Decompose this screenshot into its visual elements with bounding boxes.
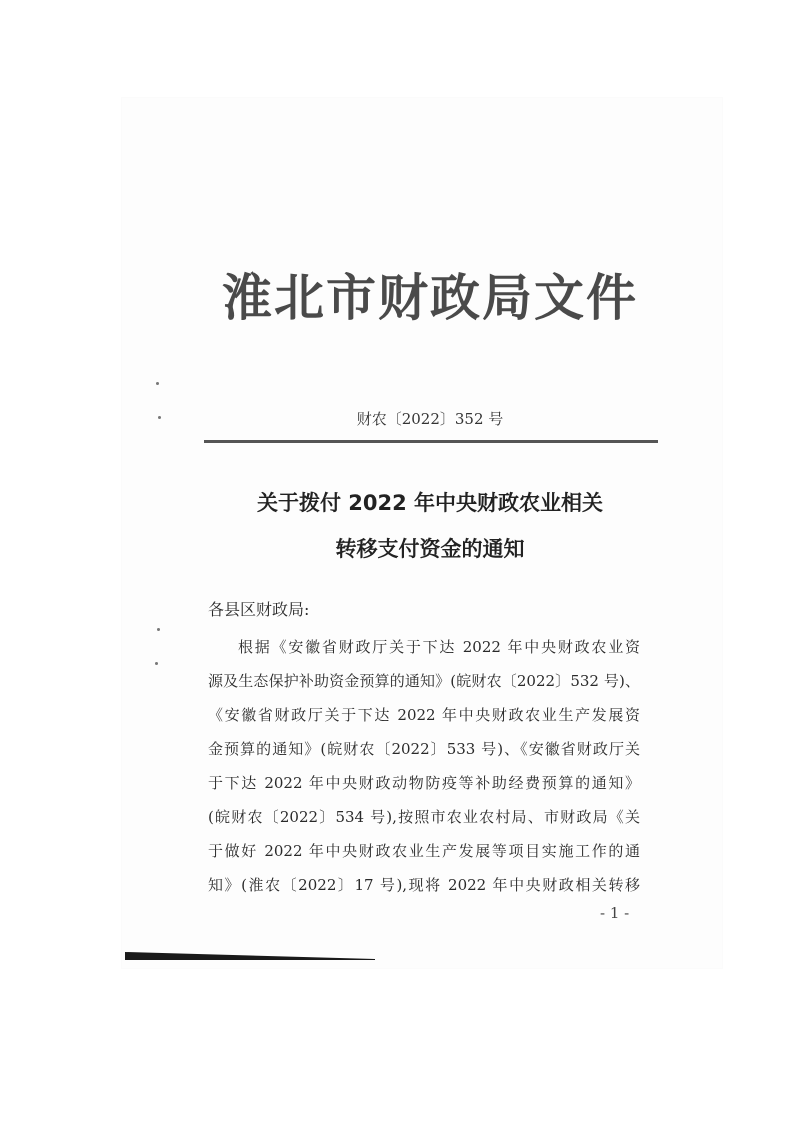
issuer-header-title: 淮北市财政局文件: [222, 269, 638, 327]
body-line: 金预算的通知》(皖财农〔2022〕533 号)、《安徽省财政厅关: [208, 740, 640, 758]
header-divider: [204, 440, 658, 443]
body-line: 《安徽省财政厅关于下达 2022 年中央财政农业生产发展资: [208, 706, 640, 724]
body-line: 根据《安徽省财政厅关于下达 2022 年中央财政农业资: [238, 638, 640, 656]
page-number: - 1 -: [600, 904, 630, 922]
scan-speck: [158, 416, 161, 419]
salutation: 各县区财政局:: [208, 600, 310, 619]
notice-title-line-2: 转移支付资金的通知: [335, 537, 525, 561]
notice-title-line-1: 关于拨付 2022 年中央财政农业相关: [256, 491, 604, 515]
body-line: 源及生态保护补助资金预算的通知》(皖财农〔2022〕532 号)、: [208, 672, 640, 690]
body-line: 知》(淮农〔2022〕17 号),现将 2022 年中央财政相关转移: [208, 876, 640, 894]
document-number: 财农〔2022〕352 号: [356, 410, 504, 428]
scan-speck: [155, 662, 158, 665]
scan-speck: [157, 628, 160, 631]
body-line: 于下达 2022 年中央财政动物防疫等补助经费预算的通知》: [208, 774, 640, 792]
scan-edge-shadow: [125, 951, 375, 961]
body-line: (皖财农〔2022〕534 号),按照市农业农村局、市财政局《关: [208, 808, 640, 826]
body-line: 于做好 2022 年中央财政农业生产发展等项目实施工作的通: [208, 842, 640, 860]
scan-speck: [156, 382, 159, 385]
